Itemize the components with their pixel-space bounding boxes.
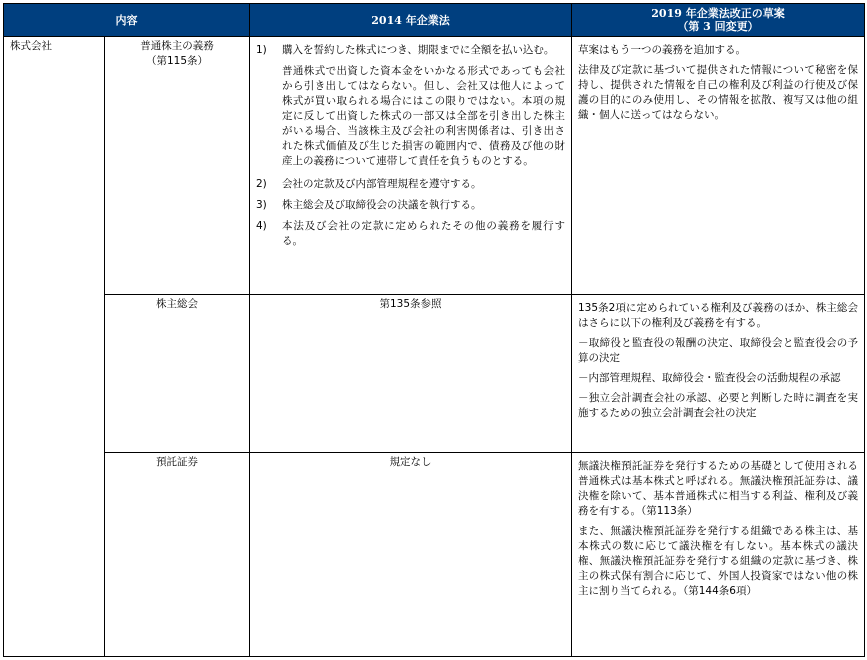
entity-cell: 株式会社 bbox=[4, 37, 105, 657]
draft-paragraph: －独立会計調査会社の承認、必要と判断した時に調査を実施するための独立会計調査会社の決定 bbox=[578, 392, 858, 419]
draft-paragraph: －内部管理規程、取締役会・監査役会の活動規程の承認 bbox=[578, 372, 841, 384]
list-item-text: 会社の定款及び内部管理規程を遵守する。 bbox=[282, 178, 482, 190]
item-article: （第115条） bbox=[145, 55, 209, 67]
item-cell bbox=[105, 453, 250, 657]
draft-paragraph: また、無議決権預託証券を発行する組織である株主は、基本株式の数に応じて議決権を有しない。基本株式の議決権、無議決権預託証券を発行する組織の定款に基づき、株主の株式保有割合に応じて、外国人投資家ではない他の株主に割り当てられる。（第144条6項） bbox=[578, 525, 858, 597]
list-item bbox=[256, 219, 565, 249]
item-cell bbox=[105, 37, 250, 295]
list-item bbox=[256, 198, 565, 213]
list-item-text: 株主総会及び取締役会の決議を執行する。 bbox=[282, 199, 482, 211]
list-item-number: 2) bbox=[256, 178, 267, 190]
law2014-reference: 第135条参照 bbox=[379, 298, 442, 310]
header-row bbox=[4, 4, 865, 37]
law2014-cell bbox=[250, 295, 572, 453]
item-cell bbox=[105, 295, 250, 453]
list-item-number: 1) bbox=[256, 44, 267, 56]
header-2019-subtitle: （第 3 回変更） bbox=[677, 20, 759, 33]
draft2019-cell bbox=[572, 37, 865, 295]
list-item-text: 購入を誓約した株式につき、期限までに全額を払い込む。 bbox=[282, 44, 555, 56]
list-item bbox=[256, 177, 565, 192]
draft2019-cell bbox=[572, 295, 865, 453]
list-item bbox=[256, 43, 565, 58]
header-2019-draft bbox=[572, 4, 865, 37]
item-title: 株主総会 bbox=[156, 298, 198, 310]
law2014-subparagraph: 普通株式で出資した資本金をいかなる形式であっても会社から引き出してはならない。但し、会社又は他人によって株式が買い取られる場合にはこの限りではない。本項の規定に反して出資した株式の一部又は全部を引き出した株主がいる場合、当該株主及び会社の利害関係者は、引き出された株式価値及び生じた損害の範囲内で、債務及び他の財産上の義務について連帯して責任を負うものとする。 bbox=[282, 65, 565, 167]
list-item-text: 本法及び会社の定款に定められたその他の義務を履行する。 bbox=[282, 220, 565, 247]
header-2014-law: 2014 年企業法 bbox=[250, 4, 572, 37]
draft-paragraph: 法律及び定款に基づいて提供された情報について秘密を保持し、提供された情報を自己の権利及び利益の行使及び保護の目的にのみ使用し、その情報を拡散、複写又は他の組織・個人に送ってはならない。 bbox=[578, 64, 858, 121]
draft2019-cell bbox=[572, 453, 865, 657]
draft-paragraph: 135条2項に定められている権利及び義務のほか、株主総会はさらに以下の権利及び義務を有する。 bbox=[578, 302, 858, 329]
law2014-list bbox=[256, 43, 565, 58]
table-row bbox=[4, 295, 865, 453]
list-item-number: 3) bbox=[256, 199, 267, 211]
header-2019-title: 2019 年企業法改正の草案 bbox=[651, 7, 785, 20]
item-title: 預託証券 bbox=[156, 456, 198, 468]
draft-paragraph: 無議決権預託証券を発行するための基礎として使用される普通株式は基本株式と呼ばれる。無議決権預託証券は、議決権を除いて、基本普通株式に相当する利益、権利及び義務を有する。（第113条） bbox=[578, 460, 858, 517]
comparison-table bbox=[3, 3, 865, 657]
list-item-number: 4) bbox=[256, 220, 267, 232]
law2014-cell bbox=[250, 37, 572, 295]
law2014-cell bbox=[250, 453, 572, 657]
draft-paragraph: －取締役と監査役の報酬の決定、取締役会と監査役会の予算の決定 bbox=[578, 337, 858, 364]
table-row bbox=[4, 453, 865, 657]
law2014-reference: 規定なし bbox=[389, 456, 432, 468]
header-content: 内容 bbox=[4, 4, 250, 37]
draft-paragraph: 草案はもう一つの義務を追加する。 bbox=[578, 44, 746, 56]
table-row bbox=[4, 37, 865, 295]
item-title: 普通株主の義務 bbox=[140, 40, 214, 52]
law2014-list-continued bbox=[256, 177, 565, 249]
